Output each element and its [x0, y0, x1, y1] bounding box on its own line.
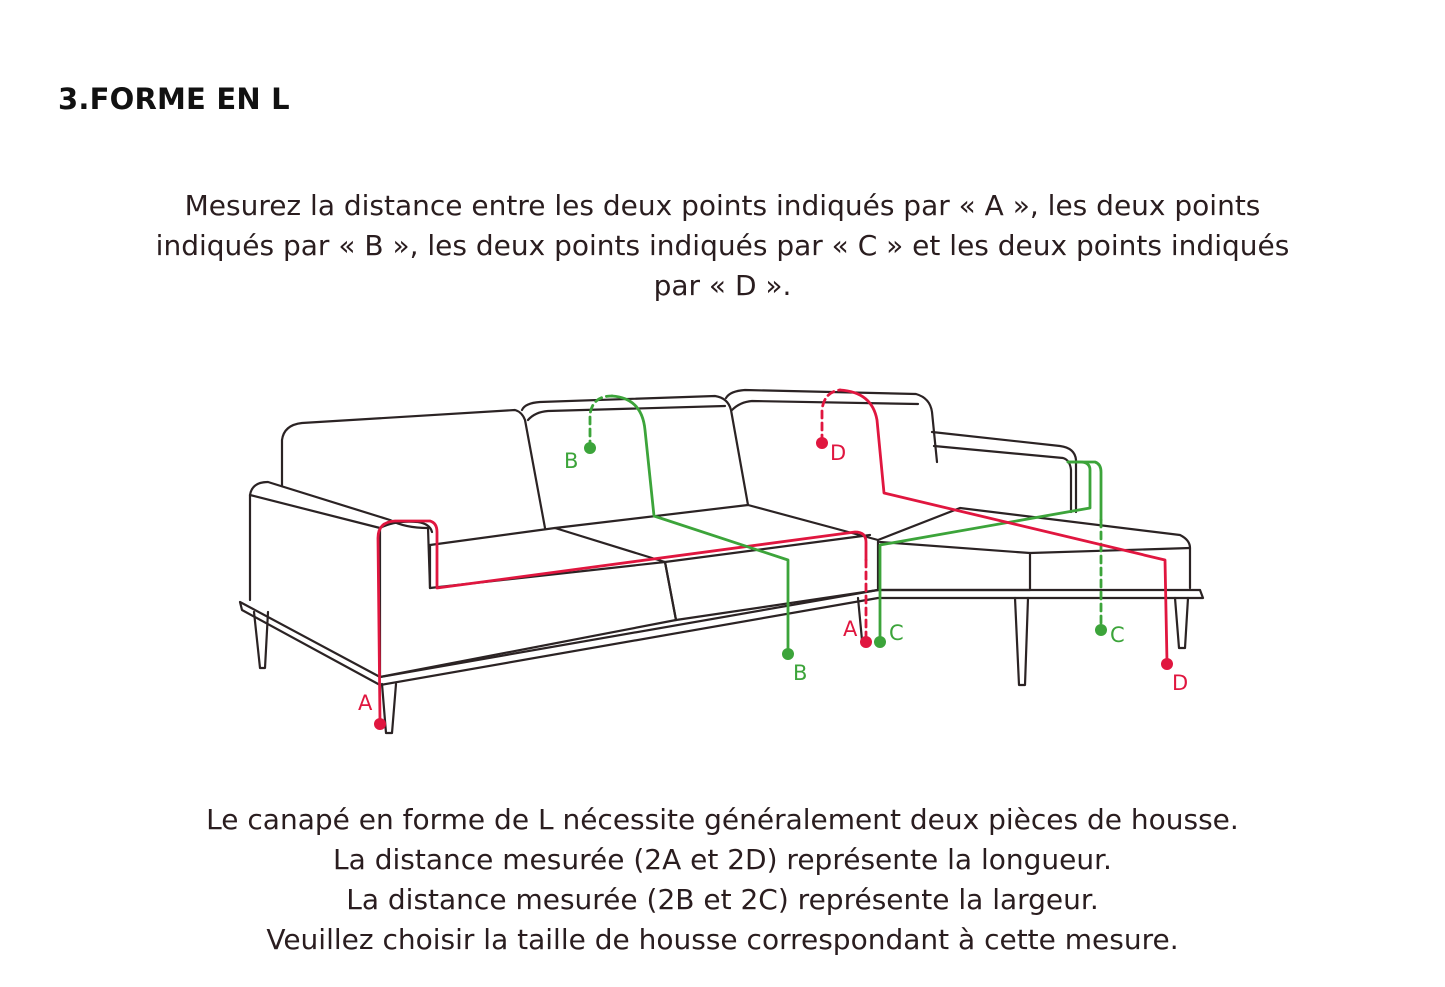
page-title: 3.FORME EN L	[58, 82, 290, 116]
instruction-line: par « D ».	[653, 269, 792, 302]
point-b-2	[782, 648, 794, 660]
label-b-2: B	[793, 661, 808, 685]
endpoints	[374, 437, 1173, 730]
instructions	[40, 186, 1405, 306]
point-b-1	[584, 442, 596, 454]
measure-a-line	[378, 521, 866, 722]
point-labels	[358, 441, 1188, 715]
point-c-1	[874, 636, 886, 648]
measure-lines	[378, 390, 1167, 722]
point-d-2	[1161, 658, 1173, 670]
note-line: Veuillez choisir la taille de housse correspondant à cette mesure.	[266, 923, 1179, 956]
sofa-diagram	[0, 370, 1445, 750]
measure-b-dashed	[590, 396, 612, 448]
note-line: La distance mesurée (2B et 2C) représente la largeur.	[346, 883, 1099, 916]
label-c-1: C	[889, 621, 904, 645]
note-line: La distance mesurée (2A et 2D) représente la longueur.	[333, 843, 1112, 876]
point-a-1	[374, 718, 386, 730]
label-d-1: D	[830, 441, 847, 465]
notes	[40, 800, 1405, 960]
label-a-2: A	[843, 617, 858, 641]
point-d-1	[816, 437, 828, 449]
measure-c-line	[880, 462, 1090, 640]
instruction-line: Mesurez la distance entre les deux points indiqués par « A », les deux points	[184, 189, 1261, 222]
measure-b-line	[612, 396, 788, 652]
label-a-1: A	[358, 691, 373, 715]
point-a-2	[860, 636, 872, 648]
point-c-2	[1095, 624, 1107, 636]
instruction-line: indiqués par « B », les deux points indiqués par « C » et les deux points indiqués	[155, 229, 1290, 262]
note-line: Le canapé en forme de L nécessite généralement deux pièces de housse.	[206, 803, 1239, 836]
sofa-outline	[240, 390, 1203, 733]
label-c-2: C	[1110, 623, 1125, 647]
measure-d-dashed	[822, 390, 840, 442]
label-b-1: B	[564, 449, 579, 473]
label-d-2: D	[1172, 671, 1189, 695]
